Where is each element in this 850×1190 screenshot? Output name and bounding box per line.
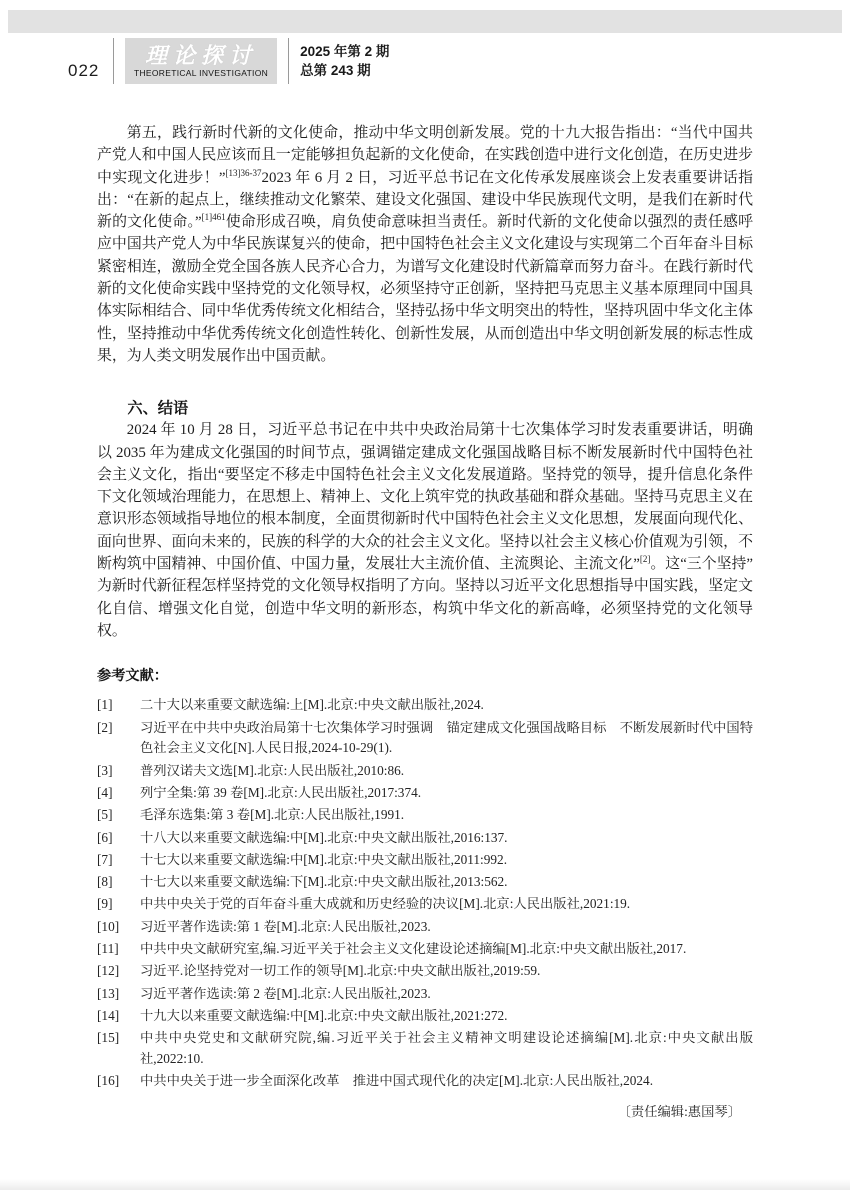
reference-text: 十七大以来重要文献选编:中[M].北京:中央文献出版社,2011:992. bbox=[140, 851, 508, 867]
text-run: 第五，践行新时代新的文化使命，推动中华文明创新发展。党的十九大报告指出：“当代中国共产党人和中国人民应该而且一定能够担负起新的文化使命，在实践创造中进行文化创造，在历史进步中实现文化进步！” bbox=[97, 125, 753, 186]
header-divider bbox=[288, 38, 289, 84]
reference-text: 习近平著作选读:第 2 卷[M].北京:人民出版社,2023. bbox=[140, 985, 431, 1001]
citation-superscript: [13]36-37 bbox=[225, 167, 262, 178]
reference-label: [1] bbox=[97, 697, 113, 713]
text-run: 。这“三个坚持”为新时代新征程怎样坚持党的文化领导权指明了方向。坚持以习近平文化思想指导中国实践，坚定文化自信、增强文化自觉，创造中华文明的新形态，构筑中华文化的新高峰，必须坚持党的文化领导权。 bbox=[97, 556, 753, 639]
text-run: 使命形成召唤，肩负使命意味担当责任。新时代新的文化使命以强烈的责任感呼应中国共产党人为中华民族谋复兴的使命，把中国特色社会主义文化建设与实现第二个百年奋斗目标紧密相连，激励全党全国各族人民齐心合力，为谱写文化建设时代新篇章而努力奋斗。在践行新时代新的文化使命实践中坚持党的文化领导权，必须坚持守正创新，坚持把马克思主义基本原理同中国具体实际相结合、同中华优秀传统文化相结合，坚持弘扬中华文明突出的特性，坚持巩固中华文化主体性，坚持推动中华优秀传统文化创造性转化、创新性发展，从而创造出中华文明创新发展的标志性成果，为人类文明发展作出中国贡献。 bbox=[97, 214, 753, 364]
reference-item bbox=[97, 783, 753, 804]
reference-label: [11] bbox=[97, 941, 119, 956]
reference-label: [2] bbox=[97, 719, 113, 735]
issue-year-line: 2025 年第 2 期 bbox=[300, 44, 390, 59]
text-run: 2023 年 6 月 2 日，习近平总书记在文化传承发展座谈会上发表重要讲话指出：“在新的起点上，继续推动文化繁荣、建设文化强国、建设中华民族现代文明，是我们在新时代新的文化使命。” bbox=[97, 169, 753, 231]
reference-text: 中共中央党史和文献研究院,编.习近平关于社会主义精神文明建设论述摘编[M].北京:中央文献出版社,2022:10. bbox=[140, 1030, 753, 1066]
reference-text: 中共中央文献研究室,编.习近平关于社会主义文化建设论述摘编[M].北京:中央文献出版社,2017. bbox=[140, 941, 687, 956]
scan-shadow-top bbox=[8, 10, 842, 33]
reference-text: 十七大以来重要文献选编:下[M].北京:中央文献出版社,2013:562. bbox=[140, 874, 508, 890]
reference-label: [15] bbox=[97, 1030, 120, 1046]
reference-item bbox=[97, 917, 753, 938]
references-title: 参考文献： bbox=[97, 668, 168, 685]
journal-name-cn: 理论探讨 bbox=[145, 43, 258, 68]
reference-item bbox=[97, 850, 753, 871]
citation-superscript: [1]461 bbox=[201, 212, 226, 223]
section-heading-conclusion: 六、结语 bbox=[127, 400, 189, 418]
reference-label: [3] bbox=[97, 762, 113, 778]
reference-item bbox=[97, 1006, 753, 1027]
reference-label: [8] bbox=[97, 874, 113, 890]
editor-note: 〔责任编辑:惠国琴〕 bbox=[617, 1104, 741, 1120]
text-run: 2024 年 10 月 28 日，习近平总书记在中共中央政治局第十七次集体学习时发表重要讲话，明确以 2035 年为建成文化强国的时间节点，强调锚定建成文化强国战略目标不断发展新时代中国特色社会主义文化，指出“要坚定不移走中国特色社会主义文化发展道路。坚持党的领导，提升信息化条件下文化领域治理能力，在思想上、精神上、文化上筑牢党的执政基础和群众基础。坚持马克思主义在意识形态领域指导地位的根本制度，全面贯彻新时代中国特色社会主义文化思想，发展面向现代化、面向世界、面向未来的，民族的科学的大众的社会主义文化。坚持以社会主义核心价值观为引领，不断构筑中国精神、中国价值、中国力量，发展壮大主流价值、主流舆论、主流文化” bbox=[97, 422, 753, 573]
reference-label: [14] bbox=[97, 1007, 120, 1023]
reference-label: [16] bbox=[97, 1073, 120, 1089]
header-divider bbox=[113, 38, 114, 84]
reference-text: 中共中央关于进一步全面深化改革 推进中国式现代化的决定[M].北京:人民出版社,2024. bbox=[140, 1073, 654, 1089]
reference-item bbox=[97, 761, 753, 782]
reference-label: [10] bbox=[97, 918, 120, 934]
article-content bbox=[97, 122, 753, 1120]
reference-label: [13] bbox=[97, 985, 120, 1001]
reference-label: [7] bbox=[97, 851, 113, 867]
reference-item bbox=[97, 872, 753, 893]
reference-text: 毛泽东选集:第 3 卷[M].北京:人民出版社,1991. bbox=[140, 807, 405, 823]
reference-text: 普列汉诺夫文选[M].北京:人民出版社,2010:86. bbox=[140, 762, 405, 778]
reference-item bbox=[97, 805, 753, 826]
reference-text: 十九大以来重要文献选编:中[M].北京:中央文献出版社,2021:272. bbox=[140, 1007, 508, 1023]
journal-logo bbox=[125, 38, 277, 84]
reference-text: 习近平在中共中央政治局第十七次集体学习时强调 锚定建成文化强国战略目标 不断发展新时代中国特色社会主义文化[N].人民日报,2024-10-29(1). bbox=[140, 719, 753, 756]
reference-item bbox=[97, 718, 753, 760]
reference-label: [12] bbox=[97, 963, 120, 979]
reference-item bbox=[97, 695, 753, 716]
paragraph-conclusion bbox=[97, 419, 753, 642]
references-list bbox=[97, 695, 753, 1092]
reference-text: 二十大以来重要文献选编:上[M].北京:中央文献出版社,2024. bbox=[140, 697, 484, 713]
reference-item bbox=[97, 984, 753, 1005]
reference-label: [4] bbox=[97, 784, 113, 800]
page-number: 022 bbox=[68, 61, 100, 80]
reference-item bbox=[97, 828, 753, 849]
reference-item bbox=[97, 1028, 753, 1070]
reference-item bbox=[97, 894, 753, 915]
journal-name-en: THEORETICAL INVESTIGATION bbox=[134, 68, 269, 78]
scan-shadow-bottom bbox=[0, 1179, 850, 1190]
reference-text: 十八大以来重要文献选编:中[M].北京:中央文献出版社,2016:137. bbox=[140, 829, 508, 845]
reference-item bbox=[97, 939, 753, 960]
page-header bbox=[68, 38, 389, 84]
reference-label: [6] bbox=[97, 829, 113, 845]
reference-label: [9] bbox=[97, 896, 113, 912]
reference-label: [5] bbox=[97, 807, 113, 823]
citation-superscript: [2] bbox=[639, 554, 651, 565]
reference-item bbox=[97, 961, 753, 982]
issue-total-line: 总第 243 期 bbox=[300, 63, 371, 78]
reference-text: 中共中央关于党的百年奋斗重大成就和历史经验的决议[M].北京:人民出版社,2021:19. bbox=[140, 896, 631, 912]
issue-info bbox=[300, 38, 389, 84]
reference-item bbox=[97, 1071, 753, 1092]
reference-text: 习近平著作选读:第 1 卷[M].北京:人民出版社,2023. bbox=[140, 918, 431, 934]
reference-text: 习近平.论坚持党对一切工作的领导[M].北京:中央文献出版社,2019:59. bbox=[140, 963, 541, 979]
paragraph-cultural-mission bbox=[97, 122, 753, 367]
reference-text: 列宁全集:第 39 卷[M].北京:人民出版社,2017:374. bbox=[140, 784, 422, 800]
